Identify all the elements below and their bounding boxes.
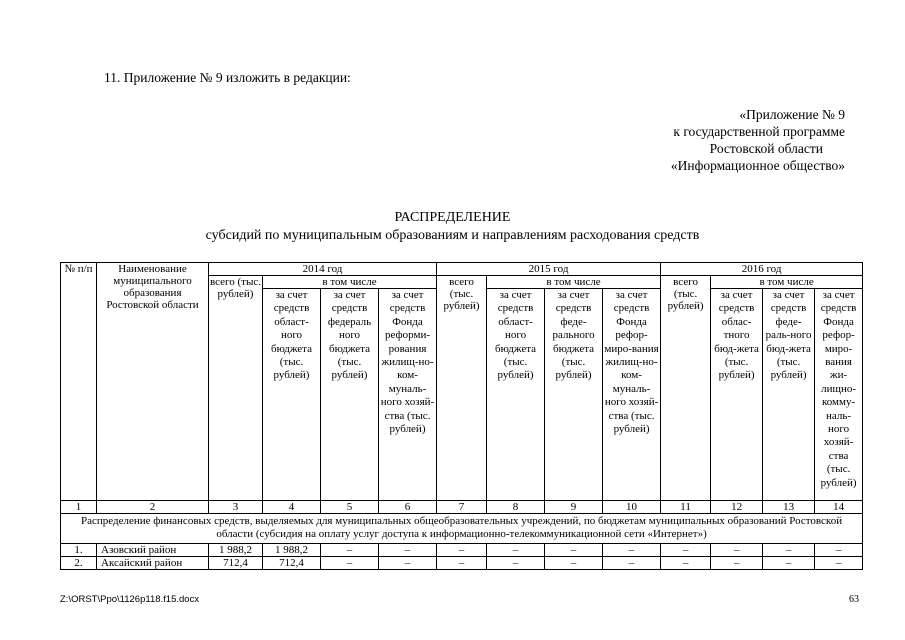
header-year-2015: 2015 год (437, 263, 661, 276)
header-2016-federal: за счет средств феде-раль-ного бюд-жета (тыс. рублей) (763, 289, 815, 501)
column-number: 14 (815, 501, 863, 514)
header-total-2015: всего (тыс. рублей) (437, 276, 487, 501)
header-year-2016: 2016 год (661, 263, 863, 276)
row-cell: – (379, 556, 437, 569)
intro-text: 11. Приложение № 9 изложить в редакции: (104, 70, 351, 85)
appendix-line: «Приложение № 9 (739, 107, 845, 122)
row-cell: 1 988,2 (263, 543, 321, 556)
row-cell: – (661, 543, 711, 556)
page-number: 63 (849, 594, 859, 605)
row-cell: – (603, 556, 661, 569)
row-cell: – (603, 543, 661, 556)
row-cell: – (711, 543, 763, 556)
column-number: 11 (661, 501, 711, 514)
header-2014-regional: за счет средств област-ного бюджета (тыс. рублей) (263, 289, 321, 501)
column-number-row (61, 501, 863, 514)
row-cell: – (815, 543, 863, 556)
row-cell: – (321, 543, 379, 556)
header-year-2014: 2014 год (209, 263, 437, 276)
column-number: 8 (487, 501, 545, 514)
row-cell: – (379, 543, 437, 556)
table-row (61, 543, 863, 556)
row-number: 2. (61, 556, 97, 569)
column-number: 13 (763, 501, 815, 514)
row-municipality: Аксайский район (97, 556, 209, 569)
appendix-line: к государственной программе (673, 124, 845, 139)
row-cell: 712,4 (263, 556, 321, 569)
row-cell: 1 988,2 (209, 543, 263, 556)
column-number: 7 (437, 501, 487, 514)
header-no: № п/п (61, 263, 97, 501)
column-number: 2 (97, 501, 209, 514)
footer-file-path: Z:\ORST\Ppo\1126p118.f15.docx (60, 594, 200, 605)
header-including-2015: в том числе (487, 276, 661, 289)
section-description: Распределение финансовых средств, выделяемых для муниципальных общеобразовательных учреждений, по бюджетам муниципальных образований Ростовской области (субсидия на оплату услуг доступа к информационно-телекоммуникационной сети «Интернет») (61, 514, 863, 544)
row-cell: – (545, 556, 603, 569)
document-heading (0, 209, 905, 245)
row-cell: – (437, 543, 487, 556)
row-cell: – (815, 556, 863, 569)
row-cell: – (437, 556, 487, 569)
header-including-2014: в том числе (263, 276, 437, 289)
header-total-2014: всего (тыс. рублей) (209, 276, 263, 501)
row-cell: – (763, 556, 815, 569)
header-2015-federal: за счет средств феде-рального бюджета (тыс. рублей) (545, 289, 603, 501)
column-number: 12 (711, 501, 763, 514)
row-cell: – (487, 543, 545, 556)
appendix-line: Ростовской области (709, 141, 823, 156)
column-number: 5 (321, 501, 379, 514)
column-number: 9 (545, 501, 603, 514)
row-cell: – (711, 556, 763, 569)
header-2014-federal: за счет средств федераль ного бюджета (тыс. рублей) (321, 289, 379, 501)
appendix-reference (585, 106, 845, 174)
row-municipality: Азовский район (97, 543, 209, 556)
row-cell: – (545, 543, 603, 556)
heading-subtitle: субсидий по муниципальным образованиям и направлениям расходования средств (205, 228, 700, 243)
distribution-table (60, 262, 863, 570)
header-2015-fund: за счет средств Фонда рефор-миро-вания жилищ-но-ком-муналь-ного хозяй-ства (тыс. рублей) (603, 289, 661, 501)
header-name: Наименование муниципального образования Ростовской области (97, 263, 209, 501)
header-2015-regional: за счет средств област-ного бюджета (тыс. рублей) (487, 289, 545, 501)
heading-title: РАСПРЕДЕЛЕНИЕ (394, 210, 511, 225)
header-2016-regional: за счет средств облас-тного бюд-жета (тыс. рублей) (711, 289, 763, 501)
column-number: 1 (61, 501, 97, 514)
column-number: 4 (263, 501, 321, 514)
row-cell: – (321, 556, 379, 569)
row-number: 1. (61, 543, 97, 556)
column-number: 3 (209, 501, 263, 514)
header-including-2016: в том числе (711, 276, 863, 289)
row-cell: 712,4 (209, 556, 263, 569)
appendix-line: «Информационное общество» (670, 158, 845, 173)
header-2016-fund: за счет средств Фонда рефор-миро-вания жи-лищно-комму-наль-ного хозяй-ства (тыс. рублей) (815, 289, 863, 501)
column-number: 6 (379, 501, 437, 514)
row-cell: – (763, 543, 815, 556)
header-2014-fund: за счет средств Фонда реформи-рования жилищ-но-ком-муналь-ного хозяй-ства (тыс. рублей) (379, 289, 437, 501)
column-number: 10 (603, 501, 661, 514)
row-cell: – (661, 556, 711, 569)
row-cell: – (487, 556, 545, 569)
table-row (61, 556, 863, 569)
header-total-2016: всего (тыс. рублей) (661, 276, 711, 501)
